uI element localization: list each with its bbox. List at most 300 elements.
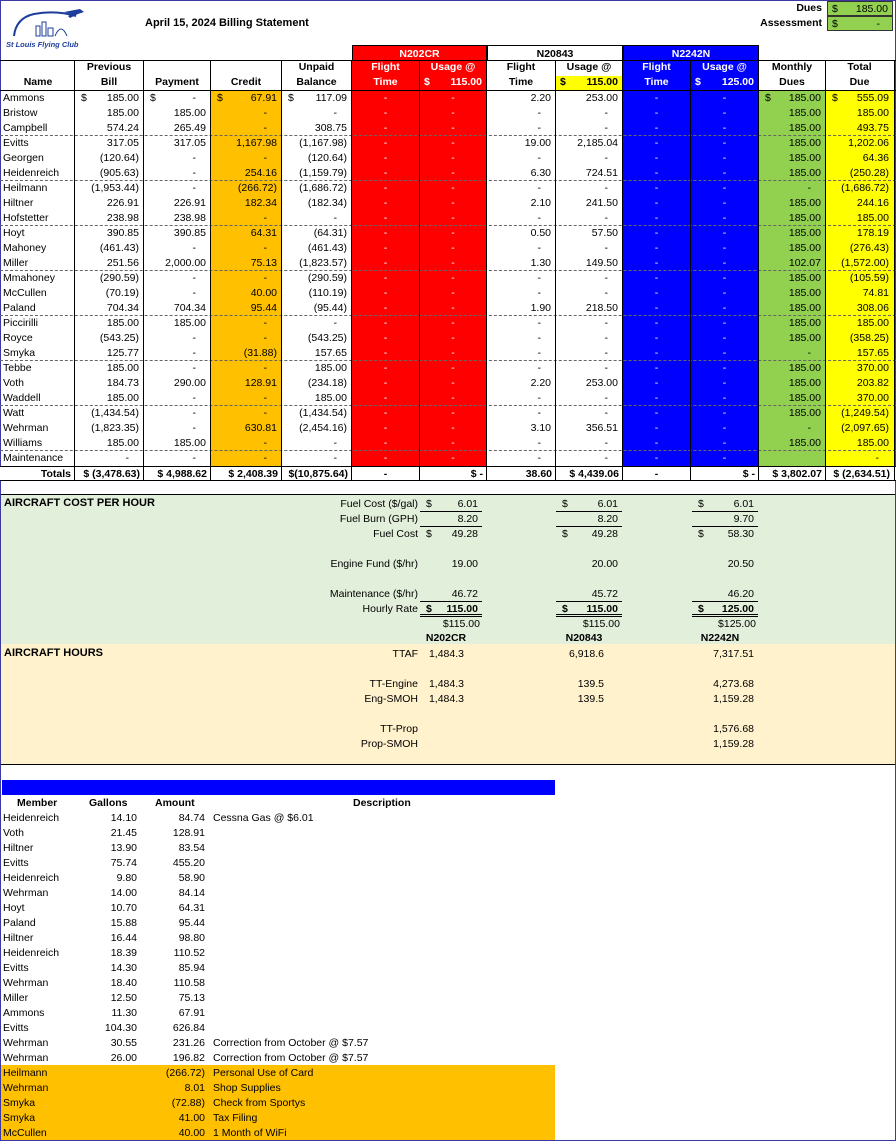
cost-maintenance-value: 45.72 [591, 588, 618, 600]
cost-maintenance-2 [692, 587, 758, 602]
fuel-member: Heilmann [3, 1067, 48, 1079]
cell-prev: (905.63) [99, 167, 139, 179]
fuel-member: Wehrman [3, 887, 49, 899]
cell-u1: - [451, 362, 455, 374]
cell-credit: - [263, 362, 267, 374]
cell-f2: - [537, 392, 541, 404]
fuel-gallons: 18.39 [110, 947, 137, 959]
cost-label-fuel_cost: Fuel Cost [373, 528, 418, 540]
cell-u2: - [604, 317, 608, 329]
cell-f1: - [383, 242, 388, 254]
fuel-amount: 64.31 [178, 902, 205, 914]
col-header-usage-1-cur: $ [560, 76, 566, 88]
cell-unpaid: - [333, 437, 337, 449]
cell-name: Heidenreich [3, 167, 60, 179]
grid-top-line [0, 60, 896, 61]
cell-dues: 185.00 [788, 242, 821, 254]
cell-pay: 238.98 [173, 212, 206, 224]
cell-unpaid: (182.34) [307, 197, 347, 209]
table-row [0, 451, 896, 466]
cell-f3: - [654, 392, 659, 404]
cost-label-maintenance: Maintenance ($/hr) [329, 588, 418, 600]
col-header-total-due: Total [847, 61, 872, 73]
cell-u1: - [451, 347, 455, 359]
cell-name: Paland [3, 302, 36, 314]
cell-f1: - [383, 377, 388, 389]
fuel-gallons: 30.55 [110, 1037, 137, 1049]
currency-symbol: $ [217, 92, 223, 104]
cell-f2: 6.30 [530, 167, 551, 179]
cell-u3: - [722, 197, 727, 209]
grid-vline [486, 60, 487, 481]
cell-total: (105.59) [849, 272, 889, 284]
fuel-amount: 40.00 [178, 1127, 205, 1139]
fuel-description [213, 946, 553, 961]
cell-u1: - [451, 212, 455, 224]
cell-total: 244.16 [856, 197, 889, 209]
cell-name: Watt [3, 407, 25, 419]
cell-total: (2,097.65) [841, 422, 889, 434]
fuel-gallons [80, 1111, 137, 1126]
cell-f3: - [654, 107, 659, 119]
fuel-amount: 626.84 [172, 1022, 205, 1034]
cell-dues: 185.00 [788, 197, 821, 209]
dues-value: 185.00 [855, 3, 888, 15]
cell-total: 203.82 [856, 377, 889, 389]
cell-credit: (266.72) [237, 182, 277, 194]
currency-symbol: $ [288, 92, 294, 104]
fuel-gallons: 21.45 [110, 827, 137, 839]
cell-u2: - [604, 152, 608, 164]
cell-prev: 185.00 [106, 317, 139, 329]
col-header-monthly-dues-2: Dues [779, 76, 805, 88]
cell-f1: - [383, 452, 388, 464]
currency-symbol: $ [562, 528, 568, 540]
cell-unpaid: (1,823.57) [299, 257, 347, 269]
cost-label-hourly_rate: Hourly Rate [362, 603, 418, 615]
dues-box [827, 1, 893, 16]
cost-fuel_cost-1 [556, 527, 622, 542]
cell-credit: - [263, 332, 267, 344]
cost-fuel_burn-2 [692, 512, 758, 527]
fuel-gallons: 14.00 [110, 887, 137, 899]
fuel-header-amount: Amount [155, 797, 195, 809]
fuel-description [213, 931, 553, 946]
cell-f3: - [654, 362, 659, 374]
cell-pay: - [192, 452, 196, 464]
cell-u2: - [604, 452, 608, 464]
cell-pay: - [192, 422, 196, 434]
assessment-box [827, 16, 893, 31]
fuel-amount: 196.82 [172, 1052, 205, 1064]
cell-u2: - [604, 182, 608, 194]
col-header-total-due-2: Due [849, 76, 870, 88]
cell-pay: 226.91 [173, 197, 206, 209]
cell-u1: - [451, 137, 455, 149]
cell-prev: (1,953.44) [91, 182, 139, 194]
fuel-member: McCullen [3, 1127, 47, 1139]
cell-f2: - [537, 332, 541, 344]
fuel-gallons: 26.00 [110, 1052, 137, 1064]
fuel-header-description: Description [353, 797, 411, 809]
currency-symbol: $ [832, 92, 838, 104]
cell-unpaid: (234.18) [307, 377, 347, 389]
fuel-row [0, 856, 556, 871]
cell-f3: - [654, 122, 659, 134]
cell-dues: - [807, 347, 811, 359]
cell-dues: 185.00 [788, 407, 821, 419]
fuel-description: Correction from October @ $7.57 [213, 1052, 369, 1064]
col-header-unpaid-2: Balance [296, 76, 337, 88]
cell-f2: - [537, 407, 541, 419]
cell-unpaid: (110.19) [308, 287, 347, 299]
cell-u2: 241.50 [585, 197, 618, 209]
fuel-amount: 85.94 [178, 962, 205, 974]
cell-name: Wehrman [3, 422, 49, 434]
hours-ttaf-1: 6,918.6 [568, 648, 604, 660]
fuel-gallons: 14.30 [110, 962, 137, 974]
cell-u3: - [722, 152, 727, 164]
cell-dues: 185.00 [788, 272, 821, 284]
totals-f1: - [383, 468, 388, 480]
cell-pay: - [192, 242, 196, 254]
cell-unpaid: (1,686.72) [299, 182, 347, 194]
cell-total: 178.19 [856, 227, 889, 239]
cell-u3: - [722, 257, 727, 269]
cell-pay: 317.05 [173, 137, 206, 149]
cell-prev: (543.25) [99, 332, 139, 344]
cell-f2: - [537, 182, 541, 194]
grid-vline [825, 60, 826, 481]
hours-eng_smoh-2: 1,159.28 [713, 693, 754, 705]
cell-total: 185.00 [856, 437, 889, 449]
cell-unpaid: (461.43) [307, 242, 347, 254]
cell-u2: 253.00 [585, 377, 618, 389]
cost-maintenance-0 [420, 587, 482, 602]
cell-prev: 185.00 [106, 392, 139, 404]
cost-engine_fund-value: 20.50 [727, 558, 754, 570]
fuel-description [213, 856, 553, 871]
fuel-amount: 83.54 [178, 842, 205, 854]
cell-u2: 57.50 [591, 227, 618, 239]
fuel-row [0, 931, 556, 946]
cell-unpaid: (1,159.79) [299, 167, 347, 179]
cell-dues: 185.00 [788, 227, 821, 239]
cell-pay: - [192, 392, 196, 404]
cell-u3: - [722, 227, 727, 239]
fuel-row [0, 916, 556, 931]
cell-u3: - [722, 212, 727, 224]
fuel-member: Miller [3, 992, 29, 1004]
cell-f3: - [654, 167, 659, 179]
logo-text: St Louis Flying Club [6, 40, 79, 49]
cell-f1: - [383, 197, 388, 209]
currency-symbol: $ [81, 92, 87, 104]
hours-prop_smoh-1 [556, 737, 622, 752]
cost-check-2: $125.00 [718, 618, 756, 630]
hours-label-eng_smoh: Eng-SMOH [364, 693, 418, 705]
cell-u2: 218.50 [585, 302, 618, 314]
table-row [0, 91, 896, 106]
col-header-monthly-dues: Monthly [771, 61, 813, 73]
fuel-row [0, 1006, 556, 1021]
cell-u1: - [451, 392, 455, 404]
fuel-member: Paland [3, 917, 36, 929]
grid-vline [74, 60, 75, 481]
hours-label-prop_smoh: Prop-SMOH [360, 738, 418, 750]
cell-f1: - [383, 287, 388, 299]
cell-prev: (290.59) [99, 272, 139, 284]
cell-dues [759, 451, 825, 466]
cell-unpaid: 185.00 [314, 392, 347, 404]
totals-total: $ (2,634.51) [833, 468, 890, 480]
cell-u3: - [722, 122, 727, 134]
cell-f1: - [383, 107, 388, 119]
cell-total: 157.65 [856, 347, 889, 359]
cell-u2: 356.51 [585, 422, 618, 434]
cell-u1: - [451, 152, 455, 164]
cell-credit: - [263, 212, 267, 224]
cell-total: (1,249.54) [841, 407, 889, 419]
cost-tail-2: N2242N [700, 632, 740, 644]
cell-unpaid: 185.00 [314, 362, 347, 374]
cell-f1: - [383, 407, 388, 419]
fuel-member: Voth [3, 827, 25, 839]
totals-pay: $ 4,988.62 [157, 468, 207, 480]
cell-prev: - [125, 452, 129, 464]
grid-vline [351, 60, 352, 481]
currency-symbol: $ [698, 528, 704, 540]
cell-u3: - [722, 377, 727, 389]
cell-name: Royce [3, 332, 33, 344]
hours-eng_smoh-1: 139.5 [577, 693, 604, 705]
cell-f1: - [383, 317, 388, 329]
cell-u1: - [451, 242, 455, 254]
cell-dues: 185.00 [788, 122, 821, 134]
cell-dues: 185.00 [788, 302, 821, 314]
cell-f3: - [654, 152, 659, 164]
table-row [0, 256, 896, 271]
cell-f2: 2.20 [530, 92, 551, 104]
cell-u1: - [451, 452, 455, 464]
fuel-amount: 455.20 [172, 857, 205, 869]
cell-u3: - [722, 167, 727, 179]
cell-dues: 185.00 [788, 377, 821, 389]
cell-credit: 1,167.98 [236, 137, 277, 149]
cell-u2: - [604, 122, 608, 134]
fuel-description [213, 1021, 553, 1036]
currency-symbol: $ [426, 603, 432, 615]
cell-prev: (1,823.35) [91, 422, 139, 434]
table-row [0, 241, 896, 256]
table-row [0, 196, 896, 211]
dues-currency: $ [832, 3, 838, 15]
cell-f2: 19.00 [524, 137, 551, 149]
cell-name: Piccirilli [3, 317, 38, 329]
fuel-member: Evitts [3, 962, 29, 974]
cost-hourly_rate-1 [556, 602, 622, 617]
fuel-row [0, 991, 556, 1006]
col-header-usage-1-rate: 115.00 [586, 76, 618, 88]
cell-dues: 185.00 [788, 287, 821, 299]
fuel-description: Shop Supplies [213, 1082, 281, 1094]
cell-credit: - [263, 407, 267, 419]
cell-prev: (120.64) [99, 152, 139, 164]
cell-name: Hiltner [3, 197, 34, 209]
grid-vline [143, 60, 144, 481]
fuel-amount: 75.13 [178, 992, 205, 1004]
fuel-description [213, 886, 553, 901]
fuel-amount: 95.44 [178, 917, 205, 929]
cost-fuel_burn-value: 8.20 [457, 513, 478, 525]
cell-f1: - [383, 347, 388, 359]
cell-u2: - [604, 242, 608, 254]
cost-hourly_rate-value: 115.00 [586, 603, 618, 615]
cell-name: Georgen [3, 152, 44, 164]
cost-label-fuel_burn: Fuel Burn (GPH) [339, 513, 418, 525]
cell-u1: - [451, 197, 455, 209]
totals-unpaid: $(10,875.64) [288, 468, 348, 480]
cell-credit: 128.91 [244, 377, 277, 389]
hours-tt_prop-2: 1,576.68 [713, 723, 754, 735]
fuel-log-bar [2, 780, 555, 795]
fuel-gallons: 75.74 [110, 857, 137, 869]
cell-unpaid: (290.59) [307, 272, 347, 284]
cell-u2: - [604, 392, 608, 404]
cost-fuel_burn-value: 8.20 [597, 513, 618, 525]
cost-fuel_burn-1 [556, 512, 622, 527]
table-row [0, 361, 896, 376]
fuel-description [213, 916, 553, 931]
fuel-gallons: 10.70 [110, 902, 137, 914]
cell-u1: - [451, 377, 455, 389]
fuel-gallons: 9.80 [116, 872, 137, 884]
cell-pay: 185.00 [173, 317, 206, 329]
dues-label: Dues [796, 2, 822, 14]
cell-f1: - [383, 392, 388, 404]
cell-f3: - [654, 137, 659, 149]
col-header-flight-time-1: Flight [506, 61, 536, 73]
cell-u1: - [451, 272, 455, 284]
grid-vline [758, 60, 759, 481]
cell-f1: - [383, 422, 388, 434]
cost-fuel_cost-value: 58.30 [727, 528, 754, 540]
cell-pay: - [192, 272, 196, 284]
cell-pay: 185.00 [173, 437, 206, 449]
cell-name: Bristow [3, 107, 38, 119]
cell-f1: - [383, 92, 388, 104]
cell-pay: - [192, 347, 196, 359]
col-header-usage-1: Usage @ [566, 61, 612, 73]
cell-dues: 102.07 [788, 257, 821, 269]
cell-f2: - [537, 122, 541, 134]
cell-f2: 3.10 [530, 422, 551, 434]
cell-f1: - [383, 437, 388, 449]
totals-dues: $ 3,802.07 [772, 468, 822, 480]
cell-credit: 182.34 [244, 197, 277, 209]
fuel-description: Correction from October @ $7.57 [213, 1037, 369, 1049]
fuel-description [213, 991, 553, 1006]
cost-maintenance-1 [556, 587, 622, 602]
fuel-row [0, 1111, 556, 1126]
cell-f3: - [654, 317, 659, 329]
totals-label: Totals [40, 468, 71, 480]
cell-credit: (31.88) [243, 347, 277, 359]
cell-unpaid: - [333, 317, 337, 329]
cell-prev: 574.24 [106, 122, 139, 134]
col-header-name: Name [23, 76, 53, 88]
cell-pay: - [192, 287, 196, 299]
cell-u3: - [722, 92, 727, 104]
cell-name: Hoyt [3, 227, 25, 239]
cost-engine_fund-value: 20.00 [591, 558, 618, 570]
cell-u3: - [722, 437, 727, 449]
totals-u1: $ - [470, 468, 483, 480]
cell-u1: - [451, 437, 455, 449]
fuel-description [213, 976, 553, 991]
fuel-gallons [80, 1096, 137, 1111]
grid-vline [419, 60, 420, 481]
cell-u3: - [722, 182, 727, 194]
cell-u3: - [722, 332, 727, 344]
cost-engine_fund-2 [692, 557, 758, 572]
cell-unpaid: 157.65 [314, 347, 347, 359]
cell-u2: - [604, 272, 608, 284]
grid-vline [555, 60, 556, 481]
col-header-usage-2-rate: 125.00 [721, 76, 754, 88]
cell-u1: - [451, 227, 455, 239]
cell-unpaid: (543.25) [307, 332, 347, 344]
fuel-amount: 110.52 [173, 947, 205, 959]
fuel-member: Smyka [3, 1097, 36, 1109]
fuel-member: Heidenreich [3, 812, 60, 824]
cell-total: - [875, 452, 879, 464]
col-header-prev-bill-2: Bill [100, 76, 118, 88]
cell-u1: - [451, 107, 455, 119]
assessment-currency: $ [832, 18, 838, 30]
fuel-row [0, 976, 556, 991]
cost-check-1: $115.00 [582, 618, 620, 630]
cell-f2: - [537, 362, 541, 374]
cell-total: 74.81 [862, 287, 889, 299]
fuel-row [0, 886, 556, 901]
cell-credit: - [263, 107, 267, 119]
cell-f3: - [654, 332, 659, 344]
cell-u3: - [722, 422, 727, 434]
cell-prev: 238.98 [106, 212, 139, 224]
cell-name: Williams [3, 437, 43, 449]
cell-prev: 185.00 [106, 92, 139, 104]
col-header-prev-bill: Previous [86, 61, 132, 73]
cost-engine_fund-1 [556, 557, 622, 572]
cell-name: Miller [3, 257, 29, 269]
fuel-amount: 67.91 [178, 1007, 205, 1019]
fuel-gallons [80, 1066, 137, 1081]
fuel-row [0, 871, 556, 886]
cell-total: 493.75 [856, 122, 889, 134]
fuel-member: Wehrman [3, 977, 49, 989]
cell-f1: - [383, 167, 388, 179]
fuel-amount: 58.90 [178, 872, 205, 884]
fuel-row [0, 826, 556, 841]
cell-f2: - [537, 437, 541, 449]
grid-section-line [0, 480, 896, 481]
hours-tt_engine-2: 4,273.68 [713, 678, 754, 690]
cell-f2: 0.50 [530, 227, 551, 239]
totals-u2: $ 4,439.06 [569, 468, 619, 480]
totals-f3: - [654, 468, 659, 480]
fuel-description: Tax Filing [213, 1112, 258, 1124]
